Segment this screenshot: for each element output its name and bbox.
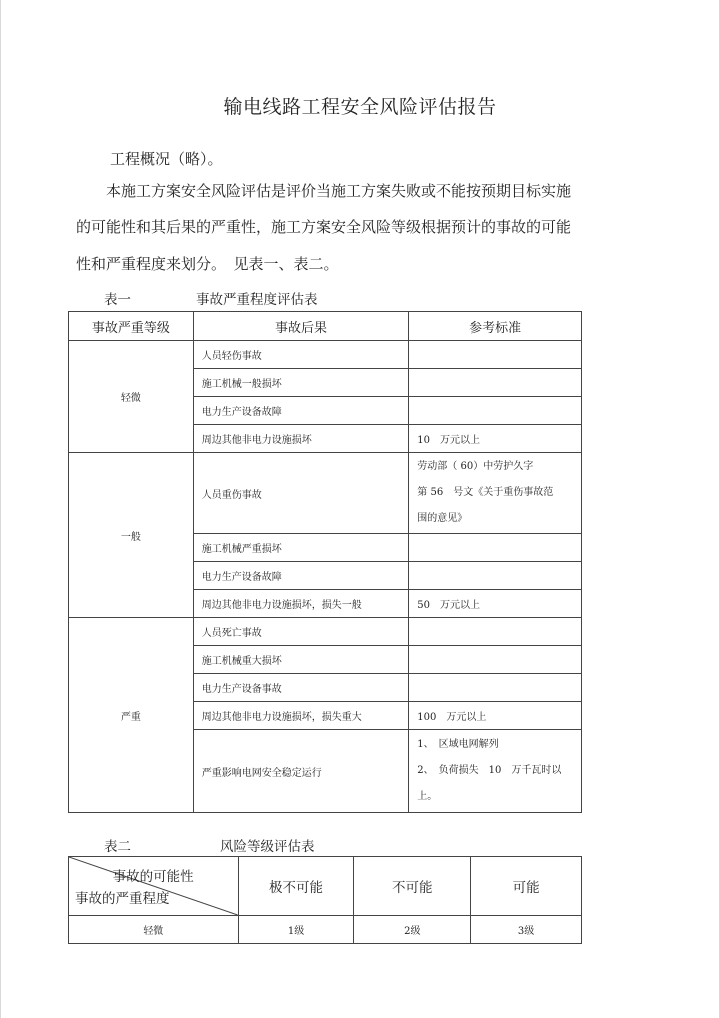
intro-line-2: 的可能性和其后果的严重性，施工方案安全风险等级根据预计的事故的可能	[76, 218, 572, 236]
consequence-cell: 人员轻伤事故	[193, 341, 409, 369]
table1-caption	[104, 288, 318, 308]
diag-severity-label: 事故的严重程度	[75, 891, 170, 907]
risk-level-cell: 2级	[354, 916, 471, 944]
reference-line: 第 56 号文《关于重伤事故范	[417, 487, 554, 498]
consequence-cell: 电力生产设备故障	[193, 562, 409, 590]
reference-cell: 50 万元以上	[409, 590, 582, 618]
consequence-cell: 周边其他非电力设施损坏，损失重大	[193, 702, 409, 730]
intro-line-3: 性和严重程度来划分。 见表一、表二。	[76, 255, 339, 273]
reference-cell	[409, 453, 582, 534]
header-reference: 参考标准	[409, 312, 582, 341]
table-row	[69, 453, 582, 534]
severity-table	[68, 311, 582, 813]
header-consequence: 事故后果	[193, 312, 409, 341]
reference-cell	[409, 730, 582, 813]
intro-line-1: 本施工方案安全风险评估是评价当施工方案失败或不能按预期目标实施	[106, 182, 572, 200]
reference-cell	[409, 341, 582, 369]
severity-cell: 轻微	[69, 916, 239, 944]
consequence-cell: 电力生产设备故障	[193, 397, 409, 425]
table-header-row	[69, 857, 582, 916]
consequence-cell: 严重影响电网安全稳定运行	[193, 730, 409, 813]
consequence-cell: 人员重伤事故	[193, 453, 409, 534]
reference-cell	[409, 646, 582, 674]
reference-line: 1、 区域电网解列	[417, 739, 499, 750]
table-header-row	[69, 312, 582, 341]
header-unlikely: 不可能	[354, 857, 471, 916]
risk-level-table	[68, 856, 582, 944]
consequence-cell: 施工机械一般损坏	[193, 369, 409, 397]
reference-cell	[409, 618, 582, 646]
table1-caption-number: 表一	[104, 292, 131, 308]
reference-cell: 10 万元以上	[409, 425, 582, 453]
table2-caption-number: 表二	[104, 839, 131, 855]
table1-caption-title: 事故严重程度评估表	[196, 292, 318, 308]
consequence-cell: 施工机械严重损坏	[193, 534, 409, 562]
consequence-cell: 周边其他非电力设施损坏，损失一般	[193, 590, 409, 618]
reference-line: 2、 负荷损失 10 万千瓦时以	[417, 765, 562, 776]
header-very-unlikely: 极不可能	[238, 857, 354, 916]
risk-level-cell: 3级	[471, 916, 582, 944]
reference-cell	[409, 674, 582, 702]
diag-probability-label: 事故的可能性	[112, 869, 194, 885]
page-edge-left	[0, 0, 1, 1018]
severity-level-cell: 严重	[69, 618, 194, 813]
severity-level-cell: 轻微	[69, 341, 194, 453]
reference-cell	[409, 534, 582, 562]
diagonal-header-cell	[69, 857, 239, 916]
consequence-cell: 周边其他非电力设施损坏	[193, 425, 409, 453]
reference-cell	[409, 369, 582, 397]
table-row	[69, 618, 582, 646]
consequence-cell: 人员死亡事故	[193, 618, 409, 646]
header-severity-level: 事故严重等级	[69, 312, 194, 341]
consequence-cell: 电力生产设备事故	[193, 674, 409, 702]
table-row	[69, 341, 582, 369]
table2-caption	[104, 835, 315, 855]
reference-cell	[409, 562, 582, 590]
reference-cell	[409, 397, 582, 425]
consequence-cell: 施工机械重大损坏	[193, 646, 409, 674]
reference-line: 劳动部（ 60）中劳护久字	[417, 461, 534, 472]
document-title: 输电线路工程安全风险评估报告	[223, 96, 497, 118]
risk-level-cell: 1级	[238, 916, 354, 944]
table2-caption-title: 风险等级评估表	[220, 839, 315, 855]
severity-level-cell: 一般	[69, 453, 194, 618]
reference-cell: 100 万元以上	[409, 702, 582, 730]
reference-line: 上。	[417, 791, 438, 802]
overview-paragraph: 工程概况（略）。	[110, 150, 223, 168]
header-likely: 可能	[471, 857, 582, 916]
reference-line: 围的意见》	[417, 513, 468, 524]
table-row	[69, 916, 582, 944]
